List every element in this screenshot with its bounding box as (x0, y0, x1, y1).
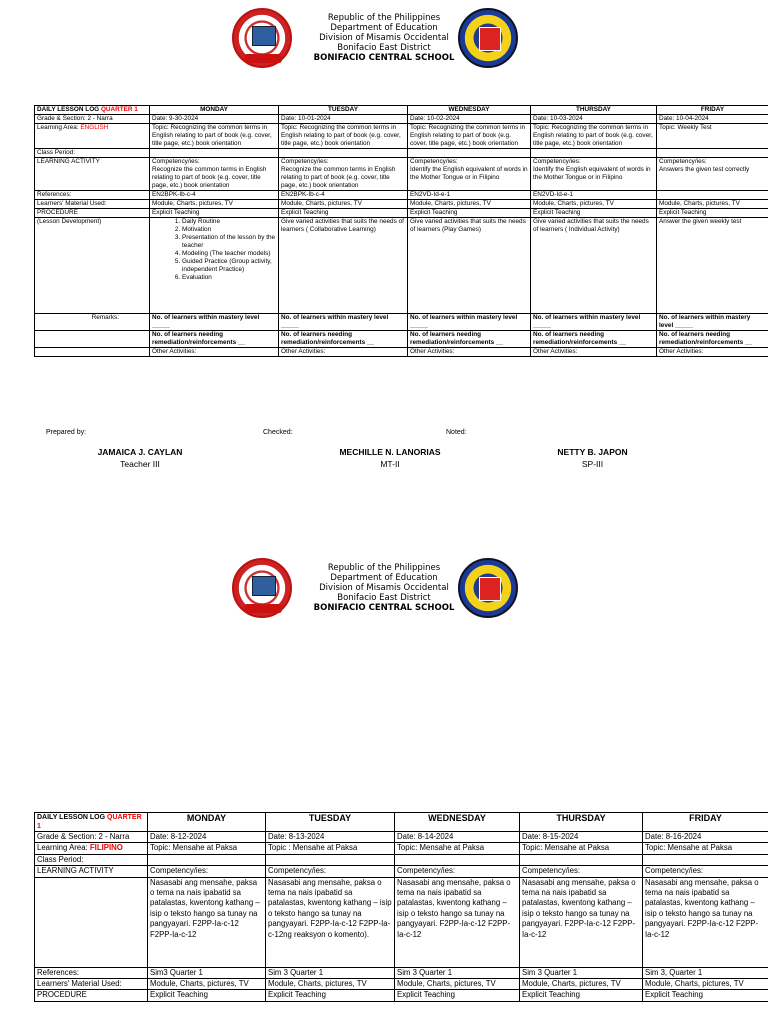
remarks-label: Remarks: (35, 314, 150, 331)
day-header: WEDNESDAY (408, 106, 531, 115)
topic-cell: Topic: Mensahe at Paksa (643, 843, 768, 854)
reference-cell: Sim 3 Quarter 1 (266, 967, 395, 978)
remediation-cell: No. of learners needing remediation/reinforcements __ (408, 331, 531, 348)
other-activities-cell: Other Activities: (150, 348, 279, 357)
materials-cell: Module, Charts, pictures, TV (395, 979, 520, 990)
table-row (35, 866, 768, 877)
prepared-by-label: Prepared by: (46, 429, 87, 436)
page1-header (0, 0, 768, 78)
learning-area: Learning Area: FILIPINO (35, 843, 148, 854)
date-cell: Date: 8-12-2024 (148, 832, 266, 843)
procedure-cell: Explicit Teaching (520, 990, 643, 1001)
other-activities-cell: Other Activities: (657, 348, 768, 357)
topic-cell: Topic: Mensahe at Paksa (148, 843, 266, 854)
learning-activity-label: LEARNING ACTIVITY (35, 158, 150, 191)
procedure-cell: Explicit Teaching (266, 990, 395, 1001)
references-label: References: (35, 967, 148, 978)
lesson-log-filipino (34, 812, 768, 1002)
date-cell: Date: 8-13-2024 (266, 832, 395, 843)
materials-cell: Module, Charts, pictures, TV (408, 200, 531, 209)
table-row (35, 967, 768, 978)
materials-cell: Module, Charts, pictures, TV (266, 979, 395, 990)
deped-seal-icon (458, 8, 518, 68)
competency-cell: Competency/ies: Identify the English equivalent of words in the Mother Tongue or in Filipino (408, 158, 531, 191)
competency-label-cell: Competency/ies: (520, 866, 643, 877)
date-cell: Date: 9-30-2024 (150, 115, 279, 124)
development-cell: Give varied activities that suits the needs of learners ( Collaborative Learning) (279, 218, 408, 314)
competency-label-cell: Competency/ies: (266, 866, 395, 877)
date-cell: Date: 8-14-2024 (395, 832, 520, 843)
header-line-2: Department of Education (330, 573, 438, 583)
header-line-4: Bonifacio East District (337, 43, 431, 53)
day-header: FRIDAY (657, 106, 768, 115)
procedure-cell: Explicit Teaching (643, 990, 768, 1001)
table-row (35, 854, 768, 865)
materials-label: Learners' Material Used: (35, 979, 148, 990)
table-row (35, 106, 768, 115)
grade-section: Grade & Section: 2 - Narra (35, 115, 150, 124)
grade-section: Grade & Section: 2 - Narra (35, 832, 148, 843)
competency-cell: Nasasabi ang mensahe, paksa o tema na nais ipabatid sa patalastas, kwentong kathang – isip o teksto hango sa tunay na pangyayari. F2PP-Ia-c-12 F2PP-Ia-c-12 (148, 877, 266, 967)
reference-cell (657, 191, 768, 200)
other-activities-cell: Other Activities: (279, 348, 408, 357)
checked-label: Checked: (263, 429, 293, 436)
materials-cell: Module, Charts, pictures, TV (148, 979, 266, 990)
header-school: BONIFACIO CENTRAL SCHOOL (313, 53, 455, 63)
competency-cell: Competency/ies: Answers the given test correctly (657, 158, 768, 191)
procedure-cell: Explicit Teaching (279, 209, 408, 218)
procedure-cell: Explicit Teaching (657, 209, 768, 218)
topic-cell: Topic: Mensahe at Paksa (520, 843, 643, 854)
development-cell: Answer the given weekly test (657, 218, 768, 314)
reference-cell: Sim 3 Quarter 1 (520, 967, 643, 978)
header-line-1: Republic of the Philippines (327, 13, 441, 23)
checker-title: MT-II (380, 459, 400, 469)
log-title: DAILY LESSON LOG QUARTER 1 (35, 813, 148, 832)
deped-seal-icon (458, 558, 518, 618)
list-item: 4. Modeling (The teacher models) (182, 250, 276, 258)
table-row (35, 200, 768, 209)
reference-cell: Sim 3, Quarter 1 (643, 967, 768, 978)
remediation-cell: No. of learners needing remediation/reinforcements __ (279, 331, 408, 348)
teacher-name: JAMAICA J. CAYLAN (97, 447, 183, 457)
list-item: 6. Evaluation (182, 274, 276, 282)
learning-activity-label: LEARNING ACTIVITY (35, 866, 148, 877)
list-item: 5. Guided Practice (Group activity, independent Practice) (182, 258, 276, 274)
header-line-4: Bonifacio East District (337, 593, 431, 603)
procedure-cell: Explicit Teaching (395, 990, 520, 1001)
list-item: 1. Daily Routine (182, 218, 276, 226)
table-row (35, 158, 768, 191)
table-row (35, 115, 768, 124)
table-row (35, 813, 768, 832)
competency-cell: Nasasabi ang mensahe, paksa o tema na nais ipabatid sa patalastas, kwentong kathang – isip o teksto hango sa tunay na pangyayari. F2PP-Ia-c-12 F2PP-Ia-c-12 (643, 877, 768, 967)
lesson-log-english (34, 105, 768, 357)
day-header: TUESDAY (266, 813, 395, 832)
competency-cell: Nasasabi ang mensahe, paksa o tema na nais ipabatid sa patalastas, kwentong kathang – isip o teksto hango sa tunay na pangyayari. F2PP-Ia-c-12 F2PP-Ia-c-12 (395, 877, 520, 967)
competency-cell: Competency/ies: Recognize the common terms in English relating to part of book (e.g. cover, title page, etc.) book orientation (279, 158, 408, 191)
lesson-development-label: (Lesson Development) (35, 218, 150, 314)
procedure-cell: Explicit Teaching (150, 209, 279, 218)
list-item: 2. Motivation (182, 226, 276, 234)
materials-cell: Module, Charts, pictures, TV (531, 200, 657, 209)
day-header: WEDNESDAY (395, 813, 520, 832)
materials-cell: Module, Charts, pictures, TV (279, 200, 408, 209)
table-row (35, 149, 768, 158)
procedure-label: PROCEDURE (35, 209, 150, 218)
date-cell: Date: 10-03-2024 (531, 115, 657, 124)
competency-cell: Competency/ies: Identify the English equivalent of words in the Mother Tongue or in Filipino (531, 158, 657, 191)
reference-cell: EN2VD-Id-e-1 (531, 191, 657, 200)
procedure-cell: Explicit Teaching (531, 209, 657, 218)
competency-cell: Competency/ies: Recognize the common terms in English relating to part of book (e.g. cover, title page, etc.) book orientation (150, 158, 279, 191)
competency-cell: Nasasabi ang mensahe, paksa o tema na nais ipabatid sa patalastas, kwentong kathang – isip o teksto hango sa tunay na pangyayari. F2PP-Ia-c-12 F2PP-Ia-c-12 (520, 877, 643, 967)
development-cell: Give varied activities that suits the needs of learners (Play Games) (408, 218, 531, 314)
table-row (35, 979, 768, 990)
day-header: MONDAY (148, 813, 266, 832)
procedure-cell: Explicit Teaching (148, 990, 266, 1001)
procedure-label: PROCEDURE (35, 990, 148, 1001)
table-row (35, 191, 768, 200)
noter-name: NETTY B. JAPON (557, 447, 628, 457)
mastery-cell: No. of learners within mastery level _____ (150, 314, 279, 331)
reference-cell: EN2VD-Id-e-1 (408, 191, 531, 200)
other-activities-cell: Other Activities: (408, 348, 531, 357)
remediation-cell: No. of learners needing remediation/reinforcements __ (657, 331, 768, 348)
header-line-2: Department of Education (330, 23, 438, 33)
competency-label-cell: Competency/ies: (148, 866, 266, 877)
table-row (35, 348, 768, 357)
school-seal-icon (232, 558, 292, 618)
table-row (35, 209, 768, 218)
table-row (35, 990, 768, 1001)
materials-cell: Module, Charts, pictures, TV (520, 979, 643, 990)
date-cell: Date: 10-04-2024 (657, 115, 768, 124)
mastery-cell: No. of learners within mastery level _____ (408, 314, 531, 331)
topic-cell: Topic: Recognizing the common terms in English relating to part of book (e.g. cover, title page, etc.) book orientation (408, 124, 531, 149)
header-line-3: Division of Misamis Occidental (319, 33, 449, 43)
table-row (35, 877, 768, 967)
other-activities-cell: Other Activities: (531, 348, 657, 357)
topic-cell: Topic: Recognizing the common terms in English relating to part of book (e.g. cover, title page, etc.) book orientation (150, 124, 279, 149)
class-period-label: Class Period: (35, 149, 150, 158)
page2-header (0, 550, 768, 628)
materials-cell: Module, Charts, pictures, TV (657, 200, 768, 209)
date-cell: Date: 10-02-2024 (408, 115, 531, 124)
school-seal-icon (232, 8, 292, 68)
log-title: DAILY LESSON LOG QUARTER 1 (35, 106, 150, 115)
remediation-cell: No. of learners needing remediation/reinforcements __ (150, 331, 279, 348)
class-period-label: Class Period: (35, 854, 148, 865)
topic-cell: Topic: Mensahe at Paksa (395, 843, 520, 854)
learning-area: Learning Area: ENGLISH (35, 124, 150, 149)
table-row (35, 843, 768, 854)
references-label: References: (35, 191, 150, 200)
topic-cell: Topic: Recognizing the common terms in English relating to part of book (e.g. cover, title page, etc.) book orientation (279, 124, 408, 149)
competency-label-cell: Competency/ies: (395, 866, 520, 877)
table-row (35, 124, 768, 149)
table-row (35, 832, 768, 843)
header-line-3: Division of Misamis Occidental (319, 583, 449, 593)
date-cell: Date: 10-01-2024 (279, 115, 408, 124)
table-row (35, 218, 768, 314)
reference-cell: Sim3 Quarter 1 (148, 967, 266, 978)
topic-cell: Topic: Recognizing the common terms in English relating to part of book (e.g. cover, title page, etc.) book orientation (531, 124, 657, 149)
materials-cell: Module, Charts, pictures, TV (150, 200, 279, 209)
day-header: THURSDAY (520, 813, 643, 832)
competency-label-cell: Competency/ies: (643, 866, 768, 877)
noter-title: SP-III (581, 459, 604, 469)
materials-label: Learners' Material Used: (35, 200, 150, 209)
reference-cell: Sim 3 Quarter 1 (395, 967, 520, 978)
topic-cell: Topic: Weekly Test (657, 124, 768, 149)
topic-cell: Topic : Mensahe at Paksa (266, 843, 395, 854)
procedure-cell: Explicit Teaching (408, 209, 531, 218)
table-row (35, 331, 768, 348)
mastery-cell: No. of learners within mastery level _____ (657, 314, 768, 331)
date-cell: Date: 8-16-2024 (643, 832, 768, 843)
checker-name: MECHILLE N. LANORIAS (339, 447, 441, 457)
remediation-cell: No. of learners needing remediation/reinforcements __ (531, 331, 657, 348)
steps-list (152, 218, 276, 282)
header-text (300, 563, 468, 613)
mastery-cell: No. of learners within mastery level _____ (279, 314, 408, 331)
noted-label: Noted: (446, 429, 467, 436)
competency-cell: Nasasabi ang mensahe, paksa o tema na nais ipabatid sa patalastas, kwentong kathang – isip o teksto hango sa tunay na pangyayari. F2PP-Ia-c-12 F2PP-Ia-c-12ng reaksyon o komento). (266, 877, 395, 967)
development-cell: Give varied activities that suits the needs of learners ( Individual Activity) (531, 218, 657, 314)
header-school: BONIFACIO CENTRAL SCHOOL (313, 603, 455, 613)
day-header: FRIDAY (643, 813, 768, 832)
day-header: MONDAY (150, 106, 279, 115)
list-item: 3. Presentation of the lesson by the teacher (182, 234, 276, 250)
materials-cell: Module, Charts, pictures, TV (643, 979, 768, 990)
table-row (35, 314, 768, 331)
reference-cell: EN2BPK-Ib-c-4 (150, 191, 279, 200)
mastery-cell: No. of learners within mastery level _____ (531, 314, 657, 331)
day-header: THURSDAY (531, 106, 657, 115)
reference-cell: EN2BPK-Ib-c-4 (279, 191, 408, 200)
header-line-1: Republic of the Philippines (327, 563, 441, 573)
steps-cell (150, 218, 279, 314)
date-cell: Date: 8-15-2024 (520, 832, 643, 843)
header-text (300, 13, 468, 63)
teacher-title: Teacher III (120, 459, 160, 469)
day-header: TUESDAY (279, 106, 408, 115)
